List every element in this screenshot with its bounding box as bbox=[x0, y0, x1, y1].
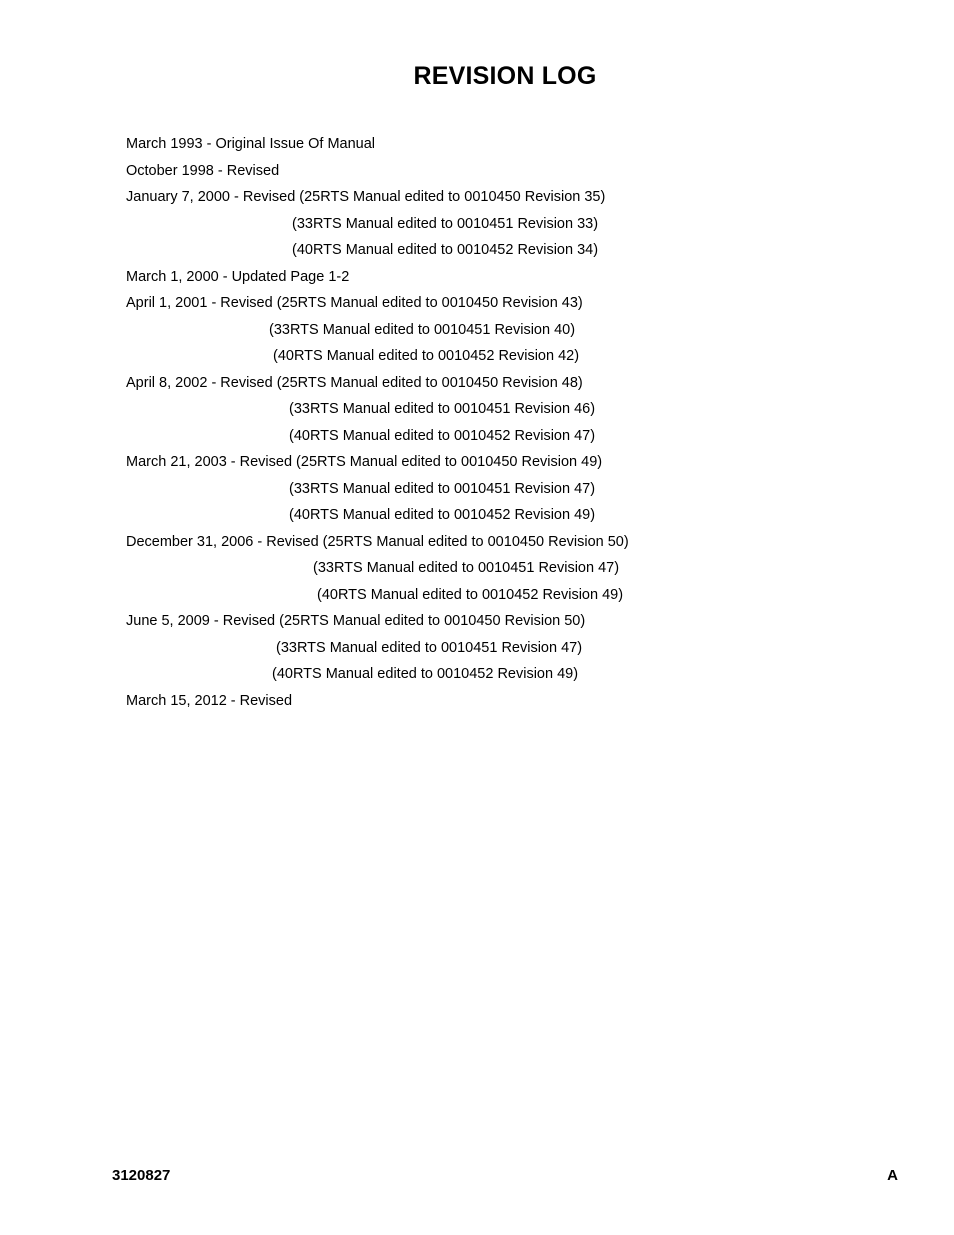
revision-entry bbox=[0, 264, 954, 291]
revision-entry-continuation bbox=[0, 423, 954, 450]
revision-entry bbox=[0, 608, 954, 635]
revision-entry bbox=[0, 131, 954, 158]
revision-entry-continuation bbox=[0, 502, 954, 529]
revision-entry-continuation bbox=[0, 317, 954, 344]
revision-entry bbox=[0, 184, 954, 211]
document-number: 3120827 bbox=[112, 1167, 171, 1184]
page-title: REVISION LOG bbox=[413, 62, 597, 90]
revision-entry bbox=[0, 158, 954, 185]
revision-entry-text: (40RTS Manual edited to 0010452 Revision 34) bbox=[292, 242, 599, 258]
revision-entry bbox=[0, 529, 954, 556]
revision-entry-text: (33RTS Manual edited to 0010451 Revision 47) bbox=[276, 639, 583, 656]
revision-entry-text: March 1, 2000 - Updated Page 1-2 bbox=[126, 268, 350, 285]
revision-entry bbox=[0, 290, 954, 317]
revision-entry-text: (33RTS Manual edited to 0010451 Revision 40) bbox=[269, 321, 576, 338]
revision-entry-continuation bbox=[0, 211, 954, 238]
revision-entry-text: (33RTS Manual edited to 0010451 Revision 33) bbox=[292, 215, 599, 232]
revision-entry-text: March 15, 2012 - Revised bbox=[126, 692, 293, 709]
revision-entry-text: March 1993 - Original Issue Of Manual bbox=[126, 136, 376, 152]
revision-entry-continuation bbox=[0, 396, 954, 423]
revision-entry-continuation bbox=[0, 582, 954, 609]
revision-entry-text: (40RTS Manual edited to 0010452 Revision 49) bbox=[272, 666, 579, 682]
revision-entry-continuation bbox=[0, 476, 954, 503]
revision-entry bbox=[0, 370, 954, 397]
revision-entry-text: (40RTS Manual edited to 0010452 Revision 47) bbox=[289, 427, 596, 444]
revision-entry-text: October 1998 - Revised bbox=[126, 162, 280, 179]
revision-entry-continuation bbox=[0, 555, 954, 582]
revision-entry-text: January 7, 2000 - Revised (25RTS Manual edited to 0010450 Revision 35) bbox=[126, 189, 606, 205]
revision-entry-text: (40RTS Manual edited to 0010452 Revision 42) bbox=[273, 348, 580, 364]
revision-entry-text: (33RTS Manual edited to 0010451 Revision 46) bbox=[289, 401, 596, 417]
revision-entry bbox=[0, 688, 954, 715]
revision-entry-text: December 31, 2006 - Revised (25RTS Manual edited to 0010450 Revision 50) bbox=[126, 533, 629, 550]
revision-entry-continuation bbox=[0, 237, 954, 264]
revision-entry bbox=[0, 449, 954, 476]
revision-entry-text: (40RTS Manual edited to 0010452 Revision 49) bbox=[317, 586, 624, 603]
revision-entry-text: March 21, 2003 - Revised (25RTS Manual edited to 0010450 Revision 49) bbox=[126, 454, 603, 470]
revision-entry-continuation bbox=[0, 343, 954, 370]
revision-letter: A bbox=[887, 1167, 898, 1184]
revision-entry-text: April 8, 2002 - Revised (25RTS Manual edited to 0010450 Revision 48) bbox=[126, 374, 583, 391]
revision-entry-continuation bbox=[0, 635, 954, 662]
revision-entry-text: (40RTS Manual edited to 0010452 Revision 49) bbox=[289, 507, 596, 523]
revision-entry-text: April 1, 2001 - Revised (25RTS Manual edited to 0010450 Revision 43) bbox=[126, 295, 583, 311]
revision-entry-text: (33RTS Manual edited to 0010451 Revision 47) bbox=[289, 480, 596, 497]
revision-entry-text: June 5, 2009 - Revised (25RTS Manual edited to 0010450 Revision 50) bbox=[126, 613, 586, 629]
revision-log-list bbox=[0, 131, 954, 714]
revision-entry-text: (33RTS Manual edited to 0010451 Revision 47) bbox=[313, 560, 620, 576]
revision-entry-continuation bbox=[0, 661, 954, 688]
